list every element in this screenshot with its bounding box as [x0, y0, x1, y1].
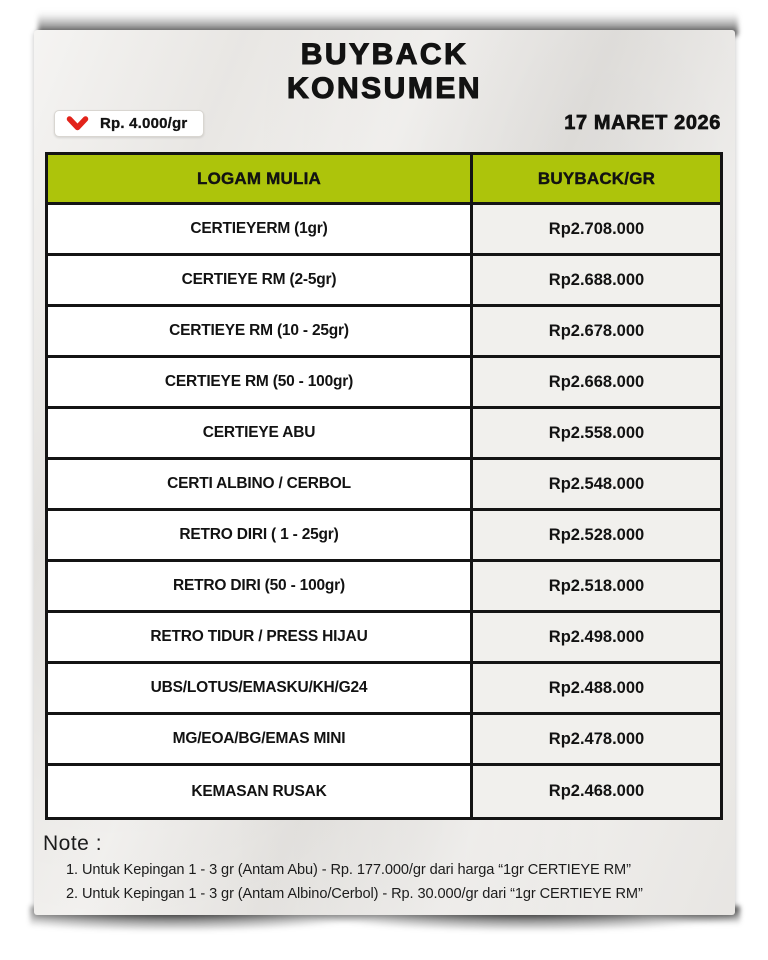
item-cell: CERTIEYE RM (50 - 100gr) — [48, 358, 473, 406]
item-cell: RETRO DIRI ( 1 - 25gr) — [48, 511, 473, 559]
item-cell: CERTIEYERM (1gr) — [48, 205, 473, 253]
price-cell: Rp2.668.000 — [473, 358, 720, 406]
paper-sheet — [34, 30, 735, 915]
meta-row — [34, 108, 735, 138]
page-title — [34, 30, 735, 106]
item-cell: CERTIEYE ABU — [48, 409, 473, 457]
note-item — [66, 884, 735, 904]
table-row — [48, 307, 720, 358]
note-item — [66, 860, 735, 880]
note-item-number: 2. — [66, 886, 78, 902]
note-item-text: Untuk Kepingan 1 - 3 gr (Antam Albino/Cerbol) - Rp. 30.000/gr dari “1gr CERTIEYE RM” — [81, 886, 643, 902]
chevron-down-icon — [66, 116, 89, 131]
price-cell: Rp2.478.000 — [473, 715, 720, 763]
table-row — [48, 358, 720, 409]
price-cell: Rp2.678.000 — [473, 307, 720, 355]
table-row — [48, 664, 720, 715]
date-label: 17 MARET 2026 — [564, 111, 721, 134]
price-change-label: Rp. 4.000/gr — [100, 114, 188, 132]
note-item-number: 1. — [66, 862, 78, 878]
price-cell: Rp2.498.000 — [473, 613, 720, 661]
price-cell: Rp2.548.000 — [473, 460, 720, 508]
table-row — [48, 511, 720, 562]
price-cell: Rp2.518.000 — [473, 562, 720, 610]
item-cell: UBS/LOTUS/EMASKU/KH/G24 — [48, 664, 473, 712]
price-change-badge — [54, 110, 204, 137]
note-item-text: Untuk Kepingan 1 - 3 gr (Antam Abu) - Rp. 177.000/gr dari harga “1gr CERTIEYE RM” — [81, 862, 631, 878]
item-cell: MG/EOA/BG/EMAS MINI — [48, 715, 473, 763]
table-row — [48, 256, 720, 307]
price-cell: Rp2.488.000 — [473, 664, 720, 712]
page-title-line2: KONSUMEN — [286, 72, 482, 105]
buyback-table — [45, 152, 723, 820]
note-heading: Note : — [43, 832, 103, 855]
price-cell: Rp2.708.000 — [473, 205, 720, 253]
price-cell: Rp2.528.000 — [473, 511, 720, 559]
table-row — [48, 613, 720, 664]
item-cell: CERTI ALBINO / CERBOL — [48, 460, 473, 508]
table-row — [48, 205, 720, 256]
note-section — [43, 832, 735, 904]
price-cell: Rp2.468.000 — [473, 766, 720, 817]
column-header-logam-mulia: LOGAM MULIA — [48, 155, 473, 202]
price-cell: Rp2.688.000 — [473, 256, 720, 304]
item-cell: CERTIEYE RM (2-5gr) — [48, 256, 473, 304]
item-cell: CERTIEYE RM (10 - 25gr) — [48, 307, 473, 355]
table-header-row — [48, 155, 720, 205]
table-row — [48, 460, 720, 511]
table-row — [48, 562, 720, 613]
column-header-buyback-gr: BUYBACK/GR — [537, 168, 656, 188]
table-row — [48, 766, 720, 817]
item-cell: KEMASAN RUSAK — [48, 766, 473, 817]
table-row — [48, 409, 720, 460]
item-cell: RETRO DIRI (50 - 100gr) — [48, 562, 473, 610]
table-row — [48, 715, 720, 766]
price-cell: Rp2.558.000 — [473, 409, 720, 457]
page-title-line1: BUYBACK — [300, 38, 469, 71]
item-cell: RETRO TIDUR / PRESS HIJAU — [48, 613, 473, 661]
